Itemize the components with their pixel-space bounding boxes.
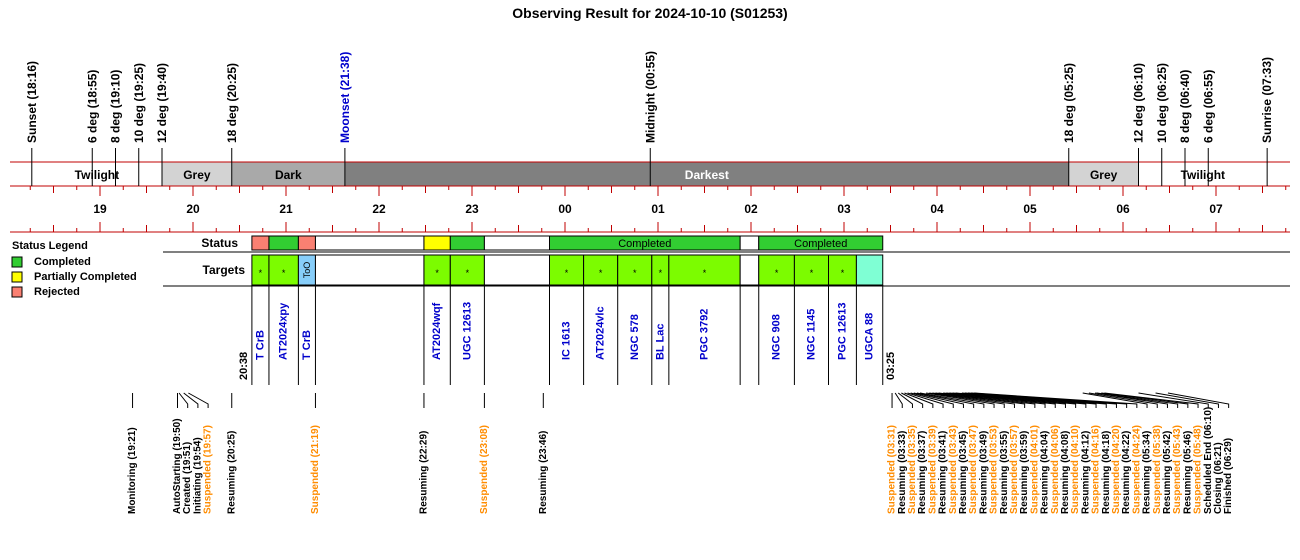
hour-tick-label: 06 [1116, 202, 1130, 216]
log-event-initiating-19-54: Initiating (19:54) [192, 437, 204, 514]
legend-swatch-rejected [12, 287, 22, 297]
night-event-6-deg-06-55: 6 deg (06:55) [1201, 69, 1216, 143]
log-event-suspended-03-31: Suspended (03:31) [886, 425, 898, 514]
target-mark: * [465, 268, 470, 278]
time-axis [10, 186, 1290, 232]
log-event-resuming-22-29: Resuming (22:29) [418, 430, 430, 514]
status-segment [315, 236, 424, 250]
log-event-suspended-05-38: Suspended (05:38) [1151, 425, 1163, 514]
target-name-at2024wqf: AT2024wqf [431, 302, 444, 360]
target-mark: * [281, 268, 286, 278]
target-mark: * [658, 268, 663, 278]
hour-tick-label: 04 [930, 202, 944, 216]
status-segment [424, 236, 450, 250]
log-event-suspended-03-57: Suspended (03:57) [1008, 425, 1020, 514]
log-event-suspended-03-39: Suspended (03:39) [927, 425, 939, 514]
log-event-suspended-04-01: Suspended (04:01) [1029, 425, 1041, 514]
status-target-rows [163, 236, 1290, 385]
phase-darkest-label: Darkest [684, 168, 729, 182]
log-event-closing-06-21: Closing (06:21) [1212, 442, 1224, 514]
hour-tick-label: 20 [186, 202, 200, 216]
night-event-18-deg-20-25: 18 deg (20:25) [224, 62, 239, 143]
phase-twilight-label: Twilight [1180, 168, 1226, 182]
hour-tick-label: 00 [558, 202, 572, 216]
target-mark: * [702, 268, 707, 278]
block-end-label: 03:25 [884, 351, 897, 380]
log-event-finished-06-29: Finished (06:29) [1223, 437, 1235, 514]
night-event-8-deg-06-40: 8 deg (06:40) [1178, 69, 1192, 143]
target-name-ngc-578: NGC 578 [628, 314, 641, 360]
target-name-pgc-3792: PGC 3792 [698, 308, 711, 360]
log-event-resuming-04-18: Resuming (04:18) [1100, 430, 1112, 514]
log-event-resuming-03-55: Resuming (03:55) [998, 430, 1010, 514]
log-event-suspended-03-35: Suspended (03:35) [906, 425, 918, 514]
phase-twilight-label: Twilight [74, 168, 120, 182]
log-events [127, 393, 1234, 514]
target-name-at2024xpy: AT2024xpy [277, 302, 290, 360]
status-segment [740, 236, 759, 250]
log-event-resuming-03-33: Resuming (03:33) [896, 430, 908, 514]
night-event-sunset-18-16: Sunset (18:16) [24, 60, 39, 143]
legend-label-rejected: Rejected [34, 286, 80, 298]
hour-tick-label: 22 [372, 202, 386, 216]
legend-label-partially-completed: Partially Completed [34, 271, 137, 283]
chart-title: Observing Result for 2024-10-10 (S01253) [512, 5, 788, 21]
night-event-sunrise-07-33: Sunrise (07:33) [1260, 56, 1275, 143]
log-event-suspended-05-48: Suspended (05:48) [1192, 425, 1204, 514]
log-event-suspended-03-43: Suspended (03:43) [947, 425, 959, 514]
status-segment [450, 236, 484, 250]
night-event-6-deg-18-55: 6 deg (18:55) [85, 69, 100, 143]
log-event-resuming-04-08: Resuming (04:08) [1059, 430, 1071, 514]
status-segment [298, 236, 315, 250]
target-name-ugca-88: UGCA 88 [863, 312, 876, 360]
hour-tick-label: 23 [465, 202, 479, 216]
log-event-suspended-04-16: Suspended (04:16) [1090, 425, 1102, 514]
target-mark: * [258, 268, 263, 278]
hour-tick-label: 01 [651, 202, 665, 216]
target-mark: * [809, 268, 814, 278]
log-event-resuming-03-49: Resuming (03:49) [978, 430, 990, 514]
night-event-10-deg-19-25: 10 deg (19:25) [131, 62, 146, 143]
target-mark: * [564, 268, 569, 278]
legend-swatch-completed [12, 257, 22, 267]
status-legend [12, 240, 137, 298]
hour-tick-label: 05 [1023, 202, 1037, 216]
log-event-resuming-05-46: Resuming (05:46) [1182, 430, 1194, 514]
targets-row-label: Targets [202, 263, 245, 277]
target-name-ngc-1145: NGC 1145 [805, 308, 818, 360]
target-segment [484, 255, 549, 285]
night-event-8-deg-19-10: 8 deg (19:10) [108, 69, 123, 143]
log-event-resuming-03-41: Resuming (03:41) [937, 430, 949, 514]
log-event-resuming-04-12: Resuming (04:12) [1080, 430, 1092, 514]
log-event-scheduled-end-06-10: Scheduled End (06:10) [1202, 406, 1214, 514]
log-event-suspended-04-24: Suspended (04:24) [1131, 425, 1143, 514]
target-mark: * [774, 268, 779, 278]
log-event-suspended-04-20: Suspended (04:20) [1110, 425, 1122, 514]
night-event-12-deg-06-10: 12 deg (06:10) [1131, 62, 1146, 143]
target-name-bl-lac: BL Lac [654, 323, 667, 360]
log-event-resuming-20-25: Resuming (20:25) [226, 430, 238, 514]
night-event-12-deg-19-40: 12 deg (19:40) [155, 62, 169, 143]
target-name-t-crb: T CrB [300, 330, 313, 360]
log-event-created-19-51: Created (19:51) [182, 441, 194, 514]
log-event-suspended-04-10: Suspended (04:10) [1070, 425, 1082, 514]
block-start-label: 20:38 [237, 351, 250, 380]
target-name-ic-1613: IC 1613 [560, 321, 573, 360]
log-event-resuming-04-04: Resuming (04:04) [1039, 430, 1051, 514]
status-segment-label: Completed [618, 238, 672, 250]
hour-tick-label: 02 [744, 202, 758, 216]
log-event-resuming-05-34: Resuming (05:34) [1141, 430, 1153, 514]
target-mark: * [840, 268, 845, 278]
log-event-resuming-05-42: Resuming (05:42) [1161, 430, 1173, 514]
target-name-pgc-12613: PGC 12613 [836, 302, 849, 360]
night-event-midnight-00-55: Midnight (00:55) [643, 51, 658, 143]
target-name-ngc-908: NGC 908 [770, 314, 783, 360]
phase-grey-label: Grey [1089, 168, 1118, 182]
target-segment [740, 255, 759, 285]
night-event-moonset-21-38: Moonset (21:38) [337, 51, 352, 143]
target-mark: * [598, 268, 603, 278]
hour-tick-label: 19 [93, 202, 107, 216]
log-event-leader [184, 393, 198, 408]
night-event-18-deg-05-25: 18 deg (05:25) [1061, 62, 1076, 143]
hour-tick-label: 21 [279, 202, 293, 216]
log-event-resuming-03-59: Resuming (03:59) [1019, 430, 1031, 514]
target-name-ugc-12613: UGC 12613 [461, 301, 474, 360]
log-event-suspended-05-43: Suspended (05:43) [1172, 425, 1184, 514]
target-mark: * [632, 268, 637, 278]
status-row-label: Status [201, 236, 238, 250]
log-event-suspended-04-06: Suspended (04:06) [1049, 425, 1061, 514]
hour-tick-label: 03 [837, 202, 851, 216]
target-name-t-crb: T CrB [254, 330, 267, 360]
target-too-mark: ToO [301, 261, 312, 279]
log-event-suspended-21-19: Suspended (21:19) [309, 425, 321, 514]
log-event-suspended-19-57: Suspended (19:57) [202, 425, 214, 514]
log-event-resuming-04-22: Resuming (04:22) [1121, 430, 1133, 514]
phase-dark-label: Dark [274, 168, 302, 182]
log-event-resuming-03-45: Resuming (03:45) [957, 430, 969, 514]
target-name-at2024vlc: AT2024vlc [594, 306, 607, 360]
status-segment [484, 236, 549, 250]
night-event-10-deg-06-25: 10 deg (06:25) [1154, 62, 1169, 143]
log-event-suspended-23-08: Suspended (23:08) [478, 425, 490, 514]
status-segment [252, 236, 269, 250]
log-event-suspended-03-47: Suspended (03:47) [968, 425, 980, 514]
target-mark: * [435, 268, 439, 278]
status-segment-label: Completed [794, 238, 848, 250]
log-event-resuming-23-46: Resuming (23:46) [537, 430, 549, 514]
legend-swatch-partially-completed [12, 272, 22, 282]
phase-grey-label: Grey [183, 168, 211, 182]
hour-tick-label: 07 [1209, 202, 1223, 216]
status-segment [269, 236, 298, 250]
target-segment [856, 255, 882, 285]
log-event-suspended-03-53: Suspended (03:53) [988, 425, 1000, 514]
log-event-monitoring-19-21: Monitoring (19:21) [127, 427, 139, 514]
legend-title: Status Legend [12, 240, 88, 252]
legend-label-completed: Completed [34, 256, 91, 268]
target-segment [315, 255, 424, 285]
log-event-autostarting-19-50: AutoStarting (19:50) [172, 418, 183, 514]
log-event-resuming-03-37: Resuming (03:37) [917, 430, 929, 514]
